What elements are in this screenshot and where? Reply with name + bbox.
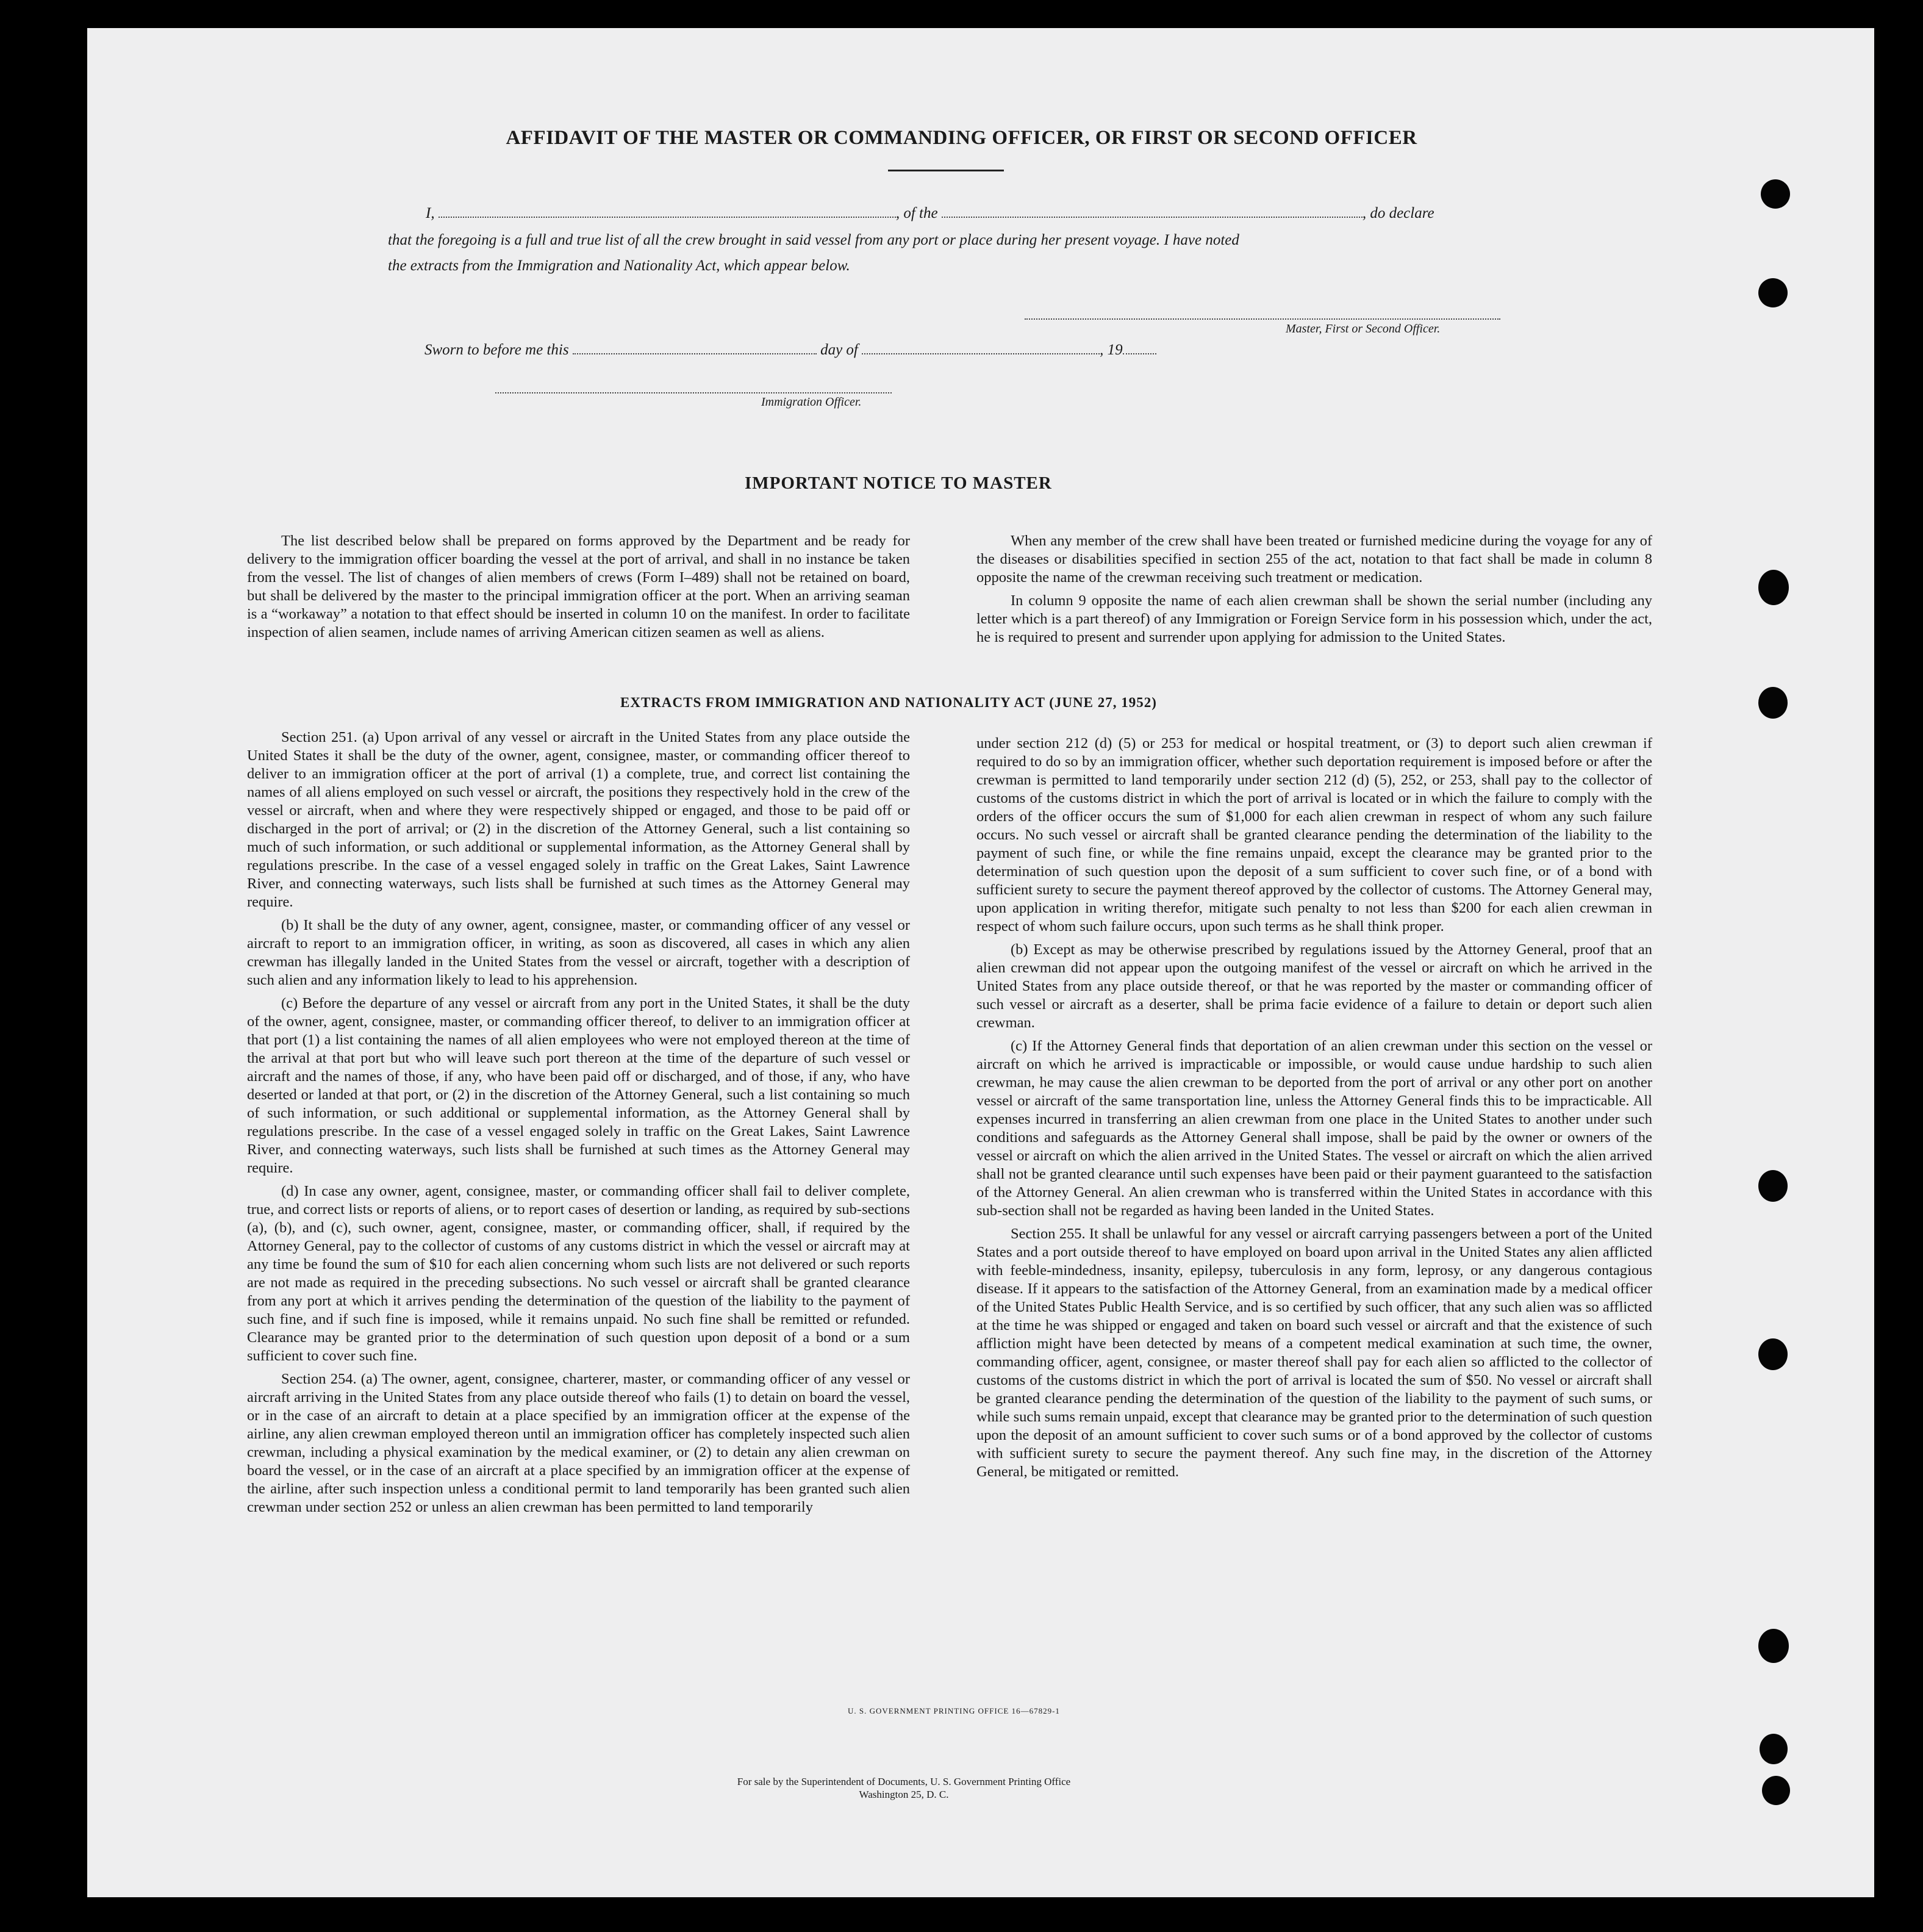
notice-right-paragraph-1: When any member of the crew shall have been treated or furnished medicine during the voyage for any of the diseases or disabilities specified in section 255 of the act, notation to that fact shall be made in column 8 opposite the name of the crewman receiving such treatment or medication. <box>976 533 1652 586</box>
section-254-a: Section 254. (a) The owner, agent, consignee, charterer, master, or commanding officer of any vessel or aircraft arriving in the United States from any place outside thereof who fails (1) to detain on board the vessel, or in the case of an aircraft to detain at a place specified by an immigration officer at the expense of the airline, any alien crewman employed thereon until an immigration officer has completely inspected such alien crewman, including a physical examination by the medical examiner, or (2) to detain any alien crewman on board the vessel, or in the case of an aircraft at a place specified by an immigration officer at the expense of the airline, after such inspection unless a conditional permit to land temporarily has been granted such alien crewman under section 252 or unless an alien crewman has been permitted to land temporarily <box>247 1371 910 1515</box>
notice-left-paragraph: The list described below shall be prepared on forms approved by the Department and be ready for delivery to the immigration officer boarding the vessel at the port of arrival, and shall in no instance be taken from the vessel. The list of changes of alien members of crews (Form I–489) shall not be retained on board, but shall be delivered by the master to the principal immigration officer at the port. When an arriving seaman is a “workaway” a notation to that effect should be inserted in column 10 on the manifest. In order to facilitate inspection of alien seamen, include names of arriving American citizen seamen as well as aliens. <box>247 533 910 641</box>
notice-heading: IMPORTANT NOTICE TO MASTER <box>745 473 1052 493</box>
officer-signature-line[interactable] <box>495 392 892 393</box>
declaration-line-2: that the foregoing is a full and true list of all the crew brought in said vessel from any port or place during her present voyage. I have noted <box>388 232 1239 248</box>
punch-hole <box>1758 570 1789 605</box>
punch-hole <box>1762 1776 1790 1805</box>
punch-hole <box>1760 1734 1788 1764</box>
declaration-line-3: the extracts from the Immigration and Nationality Act, which appear below. <box>388 257 850 274</box>
punch-hole <box>1758 278 1788 307</box>
title-underline <box>888 170 1004 171</box>
section-254-b: (b) Except as may be otherwise prescribed by regulations issued by the Attorney General, proof that an alien crewman did not appear upon the outgoing manifest of the vessel or aircraft on which he arrived in the United States from any place outside thereof, or that he was reported by the master or commanding officer of such vessel or aircraft as a deserter, shall be prima facie evidence of a failure to detain or deport such alien crewman. <box>976 941 1652 1031</box>
section-254-c: (c) If the Attorney General finds that deportation of an alien crewman under this section on the vessel or aircraft on which he arrived is impracticable or impossible, or would cause undue hardship to such alien crewman, he may cause the alien crewman to be deported from the port of arrival or any other port on another vessel or aircraft of the same transportation line, unless the Attorney General finds this to be impracticable. All expenses incurred in transferring an alien crewman from one place in the United States to another under such conditions and safeguards as the Attorney General shall impose, shall be paid by the owner or owners of the vessel or aircraft on which the alien arrived in the United States. The vessel or aircraft on which the alien arrived shall not be granted clearance until such expenses have been paid or their payment guaranteed to the satisfaction of the Attorney General. An alien crewman who is transferred within the United States in accordance with this sub-section shall not be regarded as having been landed in the United States. <box>976 1038 1652 1219</box>
sale-footer <box>706 1775 1102 1801</box>
declaration-do-declare: , do declare <box>1362 205 1434 221</box>
section-255: Section 255. It shall be unlawful for any vessel or aircraft carrying passengers between a port of the United States and a port outside thereof to have employed on board upon arrival in the United States any alien afflicted with feeble-mindedness, insanity, epilepsy, tuberculosis in any form, leprosy, or any dangerous contagious disease. If it appears to the satisfaction of the Attorney General, from an examination made by a medical officer of the United States Public Health Service, and is so certified by such officer, that any such alien was so afflicted at the time he was shipped or engaged and taken on board such vessel or aircraft and that the existence of such affliction might have been detected by means of a competent medical examination at such time, the owner, commanding officer, agent, consignee, or master thereof shall pay for each alien so afflicted to the collector of customs of the customs district in which the port of arrival is located the sum of $50. No vessel or aircraft shall be granted clearance pending the determination of the question of the liability to the payment of such sums, or while such sums remain unpaid, except that clearance may be granted prior to the determination of such question upon the deposit of an amount sufficient to cover such sums or of a bond approved by the collector of customs with sufficient surety to secure the payment thereof. Any such fine may, in the discretion of the Attorney General, be mitigated or remitted. <box>976 1226 1652 1480</box>
sworn-line <box>424 342 1156 359</box>
section-251-a: Section 251. (a) Upon arrival of any vessel or aircraft in the United States from any place outside the United States it shall be the duty of the owner, agent, consignee, master, or commanding officer thereof to deliver to an immigration officer at the port of arrival (1) a complete, true, and correct list containing the names of all aliens employed on such vessel or aircraft, the positions they respectively hold in the crew of the vessel or aircraft, when and where they were respectively shipped or engaged, and those to be paid off or discharged in the port of arrival; or (2) in the discretion of the Attorney General, such a list containing so much of such information, or such additional or supplemental information, as the Attorney General shall by regulations prescribe. In the case of a vessel engaged solely in traffic on the Great Lakes, Saint Lawrence River, and connecting waterways, such lists shall be furnished at such times as the Attorney General may require. <box>247 729 910 910</box>
year-label: , 19 <box>1100 342 1123 358</box>
day-of-label: day of <box>820 342 858 358</box>
section-251-d: (d) In case any owner, agent, consignee, master, or commanding officer shall fail to deliver complete, true, and correct lists or reports of aliens, or to report cases of desertion or landing, as required by sub-sections (a), (b), and (c), such owner, agent, consignee, master, or commanding officer, shall, if required by the Attorney General, pay to the collector of customs of any customs district in which the vessel or aircraft may at any time be found the sum of $10 for each alien concerning whom such lists are not delivered or such reports are not made as required in the preceding subsections. No such vessel or aircraft shall be granted clearance from any port at which it arrives pending the determination of the question of the liability to the payment of such fine, and if such fine is imposed, while it remains unpaid. No such fine shall be remitted or refunded. Clearance may be granted prior to the determination of such question upon deposit of a bond or a sum sufficient to cover such fine. <box>247 1183 910 1364</box>
officer-signature-caption: Immigration Officer. <box>761 395 862 409</box>
declarant-name-field[interactable] <box>439 217 896 218</box>
extracts-right-column <box>976 734 1652 1481</box>
punch-hole <box>1758 1170 1788 1202</box>
sworn-date-field[interactable] <box>573 353 817 354</box>
notice-left-column <box>247 532 910 642</box>
vessel-name-field[interactable] <box>942 217 1363 218</box>
declaration-line-1 <box>426 205 1588 222</box>
sworn-label: Sworn to before me this <box>424 342 569 358</box>
punch-hole <box>1761 179 1790 209</box>
affidavit-title: AFFIDAVIT OF THE MASTER OR COMMANDING OFFICER, OR FIRST OR SECOND OFFICER <box>506 127 1417 149</box>
section-251-c: (c) Before the departure of any vessel or aircraft from any port in the United States, it shall be the duty of the owner, agent, consignee, master, or commanding officer thereof, to deliver to an immigration officer at that port (1) a list containing the names of all alien employees who were not employed thereon at the time of the arrival at that port but who will leave such port thereon at the time of the departure of such vessel or aircraft and the names of those, if any, who have been paid off or discharged, and of those, if any, who have deserted or landed at that port, or (2) in the discretion of the Attorney General, such a list containing so much of such information, or such additional or supplemental information, as the Attorney General shall by regulations prescribe. In the case of a vessel engaged solely in traffic on the Great Lakes, Saint Lawrence River, and connecting waterways, such lists shall be furnished at such times as the Attorney General may require. <box>247 995 910 1176</box>
punch-hole <box>1758 1629 1789 1663</box>
punch-hole <box>1758 687 1788 719</box>
footer-line-1: For sale by the Superintendent of Documents, U. S. Government Printing Office <box>737 1776 1071 1787</box>
notice-right-column <box>976 532 1652 647</box>
master-signature-line[interactable] <box>1025 318 1500 320</box>
sworn-month-field[interactable] <box>862 353 1100 354</box>
section-254-a-continued: under section 212 (d) (5) or 253 for medical or hospital treatment, or (3) to deport such alien crewman if required to do so by an immigration officer, whether such deportation requirement is imposed before or after the crewman is permitted to land temporarily under section 212 (d) (5), 252, or 253, shall pay to the collector of customs of the customs district in which the port of arrival is located or in which the failure to comply with the orders of the officer occurs the sum of $1,000 for each alien crewman in respect of whom any such failure occurs. No such vessel or aircraft shall be granted clearance pending the determination of the liability to the payment of such fine, or while the fine remains unpaid, except the clearance may be granted prior to the determination of such question upon the deposit of a sum sufficient to cover such fine, or of a bond with sufficient surety to secure the payment thereof approved by the collector of customs. The Attorney General may, upon application in writing therefor, mitigate such penalty to not less than $200 for each alien crewman in respect of whom such failure occurs, upon such terms as he shall think proper. <box>976 735 1652 935</box>
extracts-heading: EXTRACTS FROM IMMIGRATION AND NATIONALITY ACT (JUNE 27, 1952) <box>620 695 1157 710</box>
extracts-left-column <box>247 728 910 1517</box>
document-page <box>87 28 1874 1897</box>
section-251-b: (b) It shall be the duty of any owner, agent, consignee, master, or commanding officer of any vessel or aircraft to report to an immigration officer, in writing, as soon as discovered, all cases in which any alien crewman has illegally landed in the United States from the vessel or aircraft, together with a description of such alien and any information likely to lead to his apprehension. <box>247 917 910 988</box>
punch-hole <box>1758 1338 1788 1370</box>
master-signature-caption: Master, First or Second Officer. <box>1286 322 1441 336</box>
declaration-i: I, <box>426 205 435 221</box>
sworn-year-field[interactable] <box>1123 353 1156 354</box>
declaration-of-the: , of the <box>895 205 938 221</box>
printer-imprint: U. S. GOVERNMENT PRINTING OFFICE 16—67829-1 <box>848 1706 1060 1715</box>
notice-right-paragraph-2: In column 9 opposite the name of each alien crewman shall be shown the serial number (including any letter which is a part thereof) of any Immigration or Foreign Service form in his possession which, under the act, he is required to present and surrender upon applying for admission to the United States. <box>976 592 1652 645</box>
footer-line-2: Washington 25, D. C. <box>859 1789 949 1800</box>
